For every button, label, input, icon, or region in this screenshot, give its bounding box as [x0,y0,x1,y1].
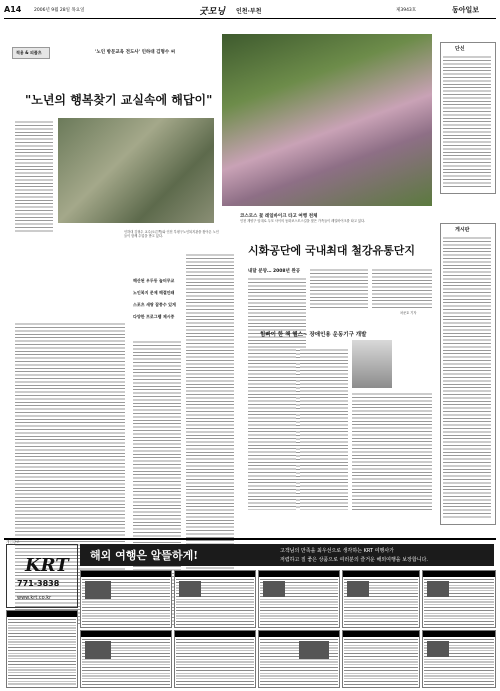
ad-copy-2: 저렴하고 질 좋은 상품으로 여러분의 즐거운 해외여행을 보장합니다. [280,557,428,563]
ad-section [4,538,496,690]
ad-block-11 [422,630,496,688]
main-story-headline: 시화공단에 국내최대 철강유통단지 [248,244,416,257]
feature-tag [12,47,50,59]
edition-number: 제3943호 [396,8,417,13]
main-story-byline: 차준호 기자 [400,311,417,315]
krt-logo-box [6,544,78,608]
feature-photo [58,118,214,223]
ad-label: 개인광고 [6,540,20,544]
sub-headline-4: 다양한 프로그램 제시중 [133,314,175,319]
ad-block-10 [342,630,420,688]
krt-phone: 771-3838 [17,579,60,588]
notice-board-title: 게시판 [455,227,470,233]
photo-story-caption: 인천 계양구 임대로 두모 사이의 동화코스모스길을 찾은 가족들이 레일바이크를 타고 있다. [240,219,366,223]
small-story-headline: 힘빠이 한 책 헬스~ 장애인용 운동기구 개발 [260,332,367,338]
ad-block-9 [258,630,340,688]
notice-board-box [440,223,496,525]
feature-tag-label: 적용 & 피플츠 [16,50,42,55]
feature-photo-caption: 인하대 김형수 교수(오른쪽)와 인천 부평구노인복지관을 찾아온 노인들이 함께 수업을 받고 있다. [124,230,219,239]
issue-date: 2006년 9월 28일 목요일 [34,8,85,13]
feature-body-text-col1 [15,120,53,232]
section-logo: 굿모닝 [199,7,226,17]
ad-block-7 [80,630,172,688]
small-story-text-col2 [300,348,348,510]
krt-logo: KRT [25,555,69,576]
main-story-subhead: 내달 분양… 2008년 완공 [248,269,301,274]
main-story-text-col2 [310,268,368,308]
ad-banner [80,544,494,566]
ad-block-5 [342,570,420,628]
ad-copy-1: 고객님의 만족을 최우선으로 생각하는 KRT 여행사가 [280,548,394,554]
main-story-text-col3 [372,268,432,308]
ad-block-6 [422,570,496,628]
photo-story-image [222,34,432,206]
krt-website: www.krt.co.kr [17,595,52,601]
short-news-box [440,42,496,194]
short-news-title: 단신 [455,46,465,52]
ad-block-2 [80,570,172,628]
photo-story-title: 코스모스 꽃 레일바이크 타고 여행 천체 [240,214,318,219]
short-news-text [443,55,491,189]
newspaper-name: 동아일보 [452,5,480,14]
sub-headline-1: 해산된 우두동 놀터무교 [133,278,175,283]
sub-headline-2: 노인복지 문제 해결안돼 [133,290,175,295]
sub-headline-3: 스포츠 새쌍 잡종수 있게 [133,302,176,307]
feature-headline: "노년의 행복찾기 교실속에 해답이" [25,93,213,107]
small-story-photo [352,340,392,388]
ad-block-8 [174,630,256,688]
notice-board-text [443,236,491,520]
section-name: 인천·부천 [236,8,262,15]
small-story-text-col1 [248,348,296,510]
feature-kicker: '노인 방문교육 전도사' 인하대 김형수 씨 [95,50,176,55]
ad-slogan: 해외 여행은 알뜰하게! [90,549,199,562]
ad-block-1 [6,610,78,688]
small-story-text-col3 [352,392,432,510]
sub-headline-list [133,278,181,338]
ad-block-4 [258,570,340,628]
ad-block-3 [174,570,256,628]
page-header [4,4,496,19]
page-number: A14 [4,5,22,14]
